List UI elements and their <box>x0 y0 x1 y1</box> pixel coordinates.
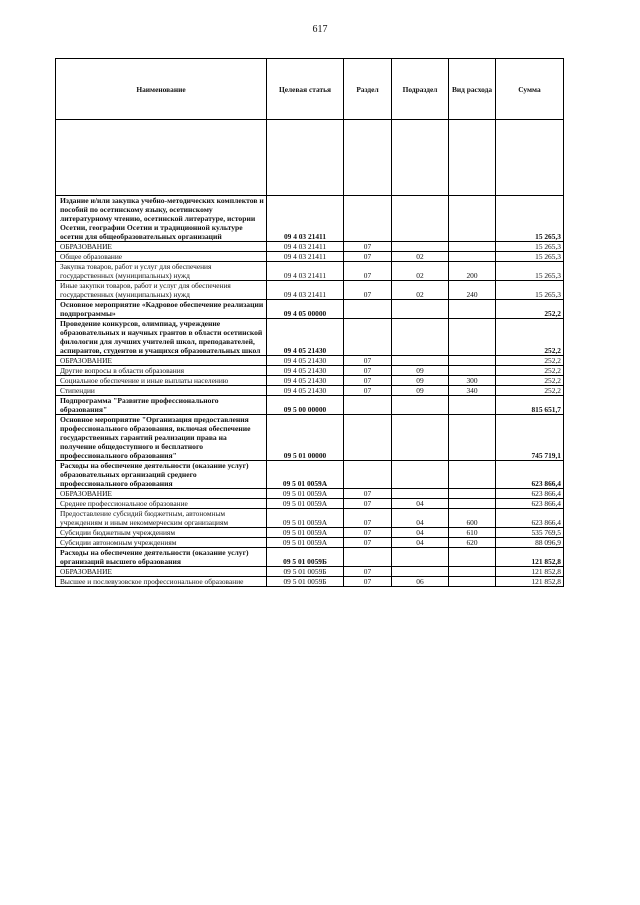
cell-subsection: 02 <box>392 262 449 281</box>
cell-section <box>344 461 392 489</box>
cell-subsection <box>392 356 449 366</box>
cell-target: 09 4 05 21430 <box>267 376 344 386</box>
table-row <box>56 415 564 461</box>
cell-subsection <box>392 300 449 319</box>
cell-target: 09 4 05 21430 <box>267 356 344 366</box>
cell-target: 09 5 01 0059А <box>267 509 344 528</box>
cell-sum: 252,2 <box>496 356 564 366</box>
cell-subsection <box>392 396 449 415</box>
cell-expense-type <box>449 415 496 461</box>
cell-section: 07 <box>344 509 392 528</box>
table-row <box>56 356 564 366</box>
cell-target: 09 5 00 00000 <box>267 396 344 415</box>
cell-section: 07 <box>344 242 392 252</box>
cell-section <box>344 196 392 242</box>
cell-section: 07 <box>344 489 392 499</box>
header-sum: Сумма <box>496 59 564 120</box>
table-row <box>56 538 564 548</box>
cell-section: 07 <box>344 376 392 386</box>
cell-section: 07 <box>344 252 392 262</box>
cell-name: Предоставление субсидий бюджетным, автономным учреждениям и иным некоммерческим организациям <box>56 509 267 528</box>
cell-expense-type <box>449 252 496 262</box>
cell-target: 09 4 03 21411 <box>267 262 344 281</box>
cell-section <box>344 319 392 356</box>
cell-sum: 535 769,5 <box>496 528 564 538</box>
cell-subsection: 04 <box>392 528 449 538</box>
cell-sum: 815 651,7 <box>496 396 564 415</box>
cell-target: 09 4 05 00000 <box>267 300 344 319</box>
cell-subsection: 09 <box>392 386 449 396</box>
header-expense-type: Вид расхода <box>449 59 496 120</box>
cell-name: Расходы на обеспечение деятельности (оказание услуг) образовательных организаций среднего профессионального образования <box>56 461 267 489</box>
cell-expense-type: 620 <box>449 538 496 548</box>
table-row <box>56 366 564 376</box>
cell-expense-type <box>449 499 496 509</box>
cell-subsection <box>392 242 449 252</box>
table-row <box>56 499 564 509</box>
table-row <box>56 567 564 577</box>
cell-section: 07 <box>344 528 392 538</box>
cell-expense-type <box>449 396 496 415</box>
table-row <box>56 548 564 567</box>
cell-subsection: 02 <box>392 281 449 300</box>
table-row <box>56 577 564 587</box>
cell-target: 09 5 01 0059А <box>267 499 344 509</box>
cell-name: ОБРАЗОВАНИЕ <box>56 242 267 252</box>
cell-expense-type <box>449 356 496 366</box>
cell-target: 09 5 01 0059А <box>267 528 344 538</box>
cell-name: Подпрограмма "Развитие профессионального образования" <box>56 396 267 415</box>
cell-section: 07 <box>344 262 392 281</box>
cell-sum: 623 866,4 <box>496 509 564 528</box>
page-number: 617 <box>312 24 328 35</box>
cell-name: Расходы на обеспечение деятельности (оказание услуг) организаций высшего образования <box>56 548 267 567</box>
header-name: Наименование <box>56 59 267 120</box>
cell-sum: 15 265,3 <box>496 196 564 242</box>
cell-sum: 88 096,9 <box>496 538 564 548</box>
cell-section: 07 <box>344 567 392 577</box>
cell-expense-type <box>449 567 496 577</box>
table-row <box>56 386 564 396</box>
cell-subsection <box>392 415 449 461</box>
cell-section: 07 <box>344 538 392 548</box>
cell-sum: 121 852,8 <box>496 548 564 567</box>
cell-sum: 623 866,4 <box>496 499 564 509</box>
cell-sum: 252,2 <box>496 376 564 386</box>
cell-target: 09 5 01 0059А <box>267 461 344 489</box>
cell-name: Высшее и послевузовское профессиональное образование <box>56 577 267 587</box>
cell-subsection: 02 <box>392 252 449 262</box>
cell-expense-type <box>449 242 496 252</box>
cell-name: Основное мероприятие «Кадровое обеспечение реализации подпрограммы» <box>56 300 267 319</box>
cell-name: Общее образование <box>56 252 267 262</box>
cell-target: 09 4 05 21430 <box>267 366 344 376</box>
cell-sum: 121 852,8 <box>496 577 564 587</box>
header-target: Целевая статья <box>267 59 344 120</box>
cell-subsection <box>392 567 449 577</box>
cell-expense-type <box>449 548 496 567</box>
cell-target: 09 5 01 0059Б <box>267 548 344 567</box>
cell-section <box>344 415 392 461</box>
table-row <box>56 489 564 499</box>
cell-sum: 15 265,3 <box>496 242 564 252</box>
cell-sum: 252,2 <box>496 319 564 356</box>
cell-expense-type: 200 <box>449 262 496 281</box>
cell-name: Субсидии автономным учреждениям <box>56 538 267 548</box>
cell-target: 09 4 03 21411 <box>267 196 344 242</box>
cell-sum: 15 265,3 <box>496 262 564 281</box>
table-row <box>56 509 564 528</box>
cell-name: Среднее профессиональное образование <box>56 499 267 509</box>
cell-sum: 121 852,8 <box>496 567 564 577</box>
table-row <box>56 300 564 319</box>
header-row <box>56 59 564 120</box>
header-subsection: Подраздел <box>392 59 449 120</box>
table-row <box>56 376 564 386</box>
cell-name: Субсидии бюджетным учреждениям <box>56 528 267 538</box>
header-section: Раздел <box>344 59 392 120</box>
cell-section: 07 <box>344 386 392 396</box>
cell-expense-type <box>449 319 496 356</box>
cell-subsection <box>392 319 449 356</box>
cell-expense-type <box>449 489 496 499</box>
table-row <box>56 262 564 281</box>
table-row <box>56 242 564 252</box>
cell-sum: 252,2 <box>496 300 564 319</box>
cell-target: 09 5 01 0059Б <box>267 577 344 587</box>
cell-target: 09 5 01 0059Б <box>267 567 344 577</box>
table-row <box>56 196 564 242</box>
cell-target: 09 5 01 0059А <box>267 489 344 499</box>
budget-table <box>55 58 564 587</box>
cell-name: ОБРАЗОВАНИЕ <box>56 356 267 366</box>
cell-expense-type <box>449 196 496 242</box>
cell-target: 09 4 03 21411 <box>267 242 344 252</box>
cell-section: 07 <box>344 281 392 300</box>
cell-subsection <box>392 548 449 567</box>
cell-subsection: 06 <box>392 577 449 587</box>
cell-subsection: 04 <box>392 509 449 528</box>
cell-name: Проведение конкурсов, олимпиад, учреждение образовательных и научных грантов в области осетинской филологии для лучших учителей школ, преподавателей, аспирантов, студентов и учащихся образовательных школ <box>56 319 267 356</box>
cell-sum: 252,2 <box>496 366 564 376</box>
cell-sum: 623 866,4 <box>496 489 564 499</box>
cell-name: ОБРАЗОВАНИЕ <box>56 489 267 499</box>
cell-expense-type: 340 <box>449 386 496 396</box>
cell-name: Другие вопросы в области образования <box>56 366 267 376</box>
cell-section <box>344 396 392 415</box>
cell-subsection: 09 <box>392 376 449 386</box>
cell-subsection: 04 <box>392 538 449 548</box>
cell-sum: 252,2 <box>496 386 564 396</box>
cell-expense-type: 610 <box>449 528 496 538</box>
cell-name: Основное мероприятие "Организация предоставления профессионального образования, включая обеспечение государственных гарантий реализации права на получение общедоступного и бесплатного профессионального образования" <box>56 415 267 461</box>
cell-section: 07 <box>344 499 392 509</box>
cell-target: 09 4 05 21430 <box>267 386 344 396</box>
cell-name: Иные закупки товаров, работ и услуг для обеспечения государственных (муниципальных) нужд <box>56 281 267 300</box>
table-row <box>56 281 564 300</box>
cell-expense-type <box>449 577 496 587</box>
cell-name: Социальное обеспечение и иные выплаты населению <box>56 376 267 386</box>
cell-subsection <box>392 489 449 499</box>
cell-expense-type: 240 <box>449 281 496 300</box>
cell-section: 07 <box>344 577 392 587</box>
cell-expense-type: 600 <box>449 509 496 528</box>
cell-sum: 15 265,3 <box>496 252 564 262</box>
cell-subsection <box>392 461 449 489</box>
table-row <box>56 319 564 356</box>
cell-sum: 623 866,4 <box>496 461 564 489</box>
cell-target: 09 5 01 00000 <box>267 415 344 461</box>
table-row <box>56 528 564 538</box>
cell-name: Закупка товаров, работ и услуг для обеспечения государственных (муниципальных) нужд <box>56 262 267 281</box>
cell-section <box>344 548 392 567</box>
cell-section <box>344 300 392 319</box>
cell-expense-type: 300 <box>449 376 496 386</box>
table-row <box>56 461 564 489</box>
cell-sum: 745 719,1 <box>496 415 564 461</box>
cell-expense-type <box>449 366 496 376</box>
table-row <box>56 396 564 415</box>
cell-subsection <box>392 196 449 242</box>
cell-target: 09 5 01 0059А <box>267 538 344 548</box>
cell-subsection: 09 <box>392 366 449 376</box>
cell-expense-type <box>449 300 496 319</box>
table-row <box>56 252 564 262</box>
spacer-row <box>56 120 564 196</box>
cell-target: 09 4 03 21411 <box>267 252 344 262</box>
cell-subsection: 04 <box>392 499 449 509</box>
cell-name: ОБРАЗОВАНИЕ <box>56 567 267 577</box>
cell-target: 09 4 05 21430 <box>267 319 344 356</box>
cell-target: 09 4 03 21411 <box>267 281 344 300</box>
cell-expense-type <box>449 461 496 489</box>
cell-section: 07 <box>344 356 392 366</box>
cell-name: Издание и/или закупка учебно-методических комплектов и пособий по осетинскому языку, осетинскому литературному чтению, осетинской литературе, истории Осетии, географии Осетии и традиционной культуре осетин для общеобразовательных организаций <box>56 196 267 242</box>
cell-sum: 15 265,3 <box>496 281 564 300</box>
cell-section: 07 <box>344 366 392 376</box>
cell-name: Стипендии <box>56 386 267 396</box>
